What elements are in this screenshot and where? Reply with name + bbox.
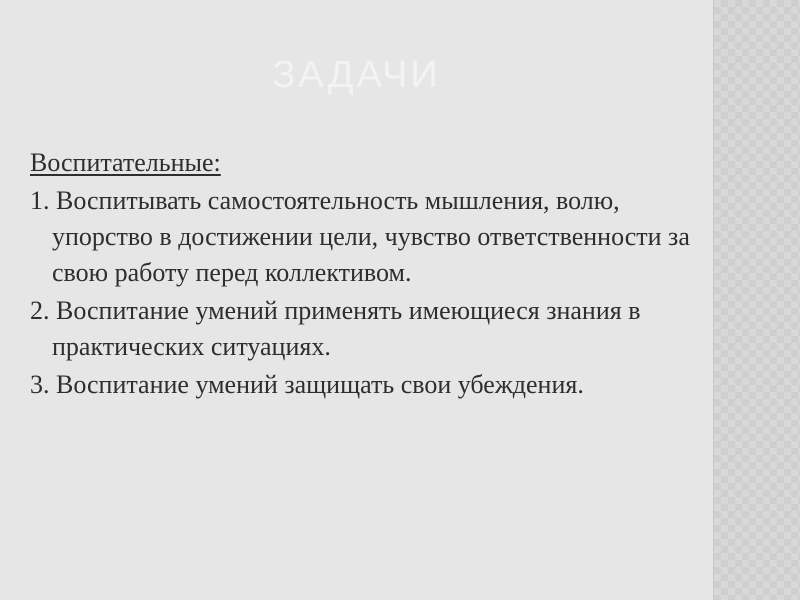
section-heading: Воспитательные: xyxy=(30,148,221,177)
decorative-pattern-strip xyxy=(713,0,800,600)
list-item-3: 3. Воспитание умений защищать свои убеждения. xyxy=(30,370,584,399)
slide-title: ЗАДАЧИ xyxy=(272,54,441,96)
list-item-1: 1. Воспитывать самостоятельность мышления, волю, упорство в достижении цели, чувство ответственности за свою работу перед коллективом. xyxy=(30,186,690,287)
slide-content xyxy=(30,145,700,405)
list-item-2: 2. Воспитание умений применять имеющиеся знания в практических ситуациях. xyxy=(30,296,641,361)
